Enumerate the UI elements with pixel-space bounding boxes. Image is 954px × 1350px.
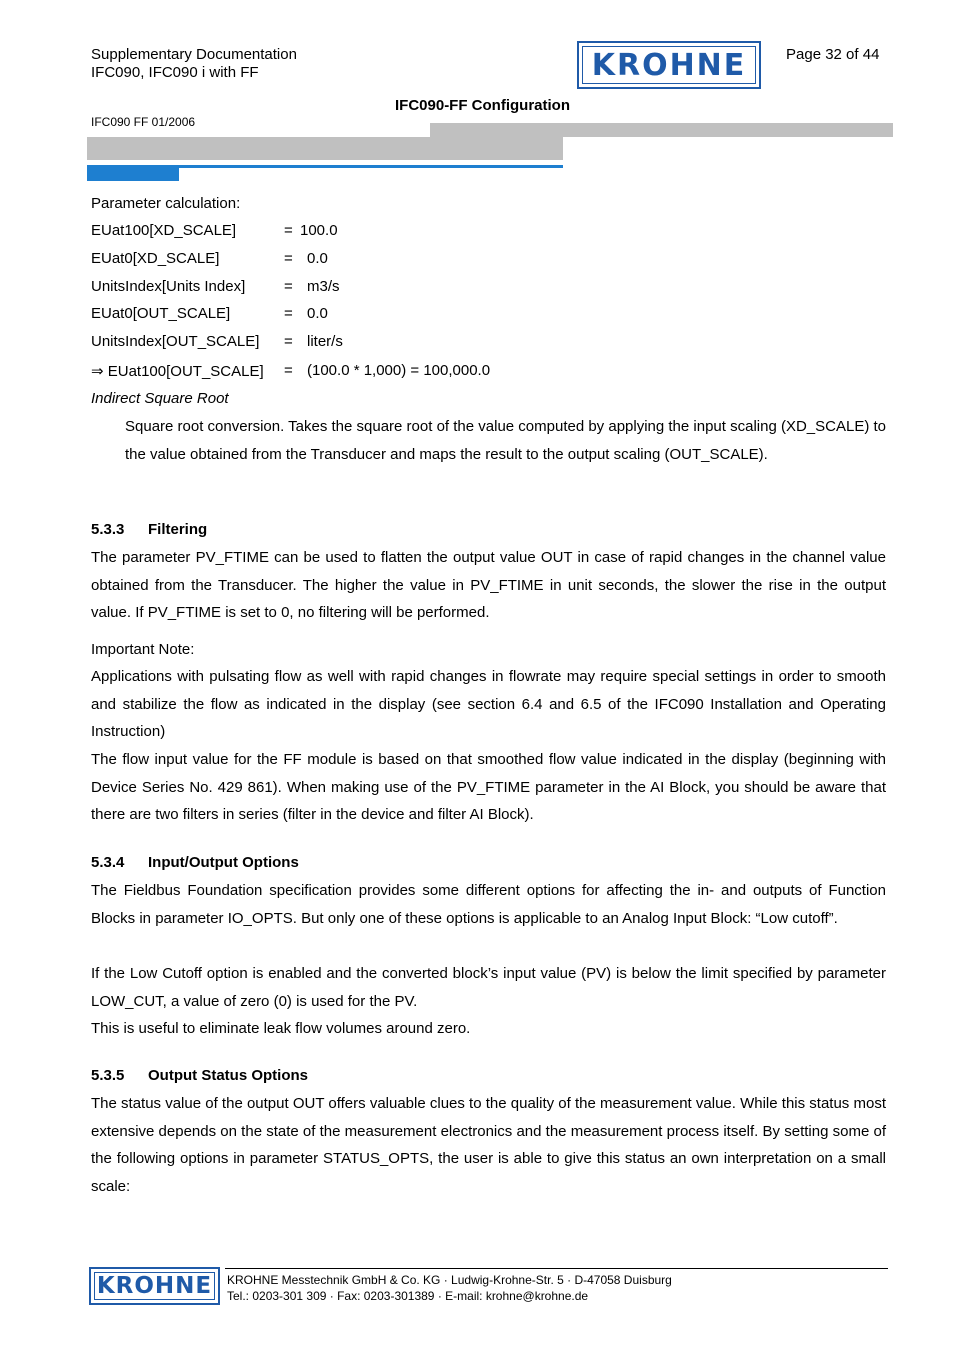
param-eq: = [284, 222, 293, 239]
heading-number: 5.3.3 [91, 521, 125, 538]
heading-number: 5.3.4 [91, 854, 125, 871]
param-value: liter/s [307, 333, 343, 350]
heading-title: Output Status Options [148, 1067, 308, 1084]
param-value: 0.0 [307, 250, 328, 267]
param-value: (100.0 * 1,000) = 100,000.0 [307, 362, 491, 379]
param-value: 0.0 [307, 305, 328, 322]
important-note-paragraph: Applications with pulsating flow as well with rapid changes in flowrate may require special settings in order to smooth and stabilize the flow as indicated in the display (see section 6.4 and 6.5 of the IFC090 Installation and Operating Instruction) [91, 668, 886, 741]
krohne-logo [577, 41, 761, 89]
heading-filtering [91, 521, 207, 538]
param-key: ⇒ EUat100[OUT_SCALE] [91, 363, 264, 380]
heading-title: Filtering [148, 521, 208, 538]
footer-address [227, 1272, 672, 1304]
section-title: IFC090-FF Configuration [395, 97, 570, 114]
param-eq: = [284, 305, 293, 322]
heading-output-status [91, 1067, 308, 1084]
header-band-right [430, 123, 893, 137]
param-key: EUat0[OUT_SCALE] [91, 305, 231, 322]
footer-logo-text: KROHNE [96, 1273, 213, 1299]
filtering-paragraph: The parameter PV_FTIME can be used to flatten the output value OUT in case of rapid changes in the channel value obtained from the Transducer. The higher the value in PV_FTIME in unit seconds, the slower the rise in the output value. If PV_FTIME is set to 0, no filtering will be performed. [91, 549, 886, 622]
indirect-text: Square root conversion. Takes the square root of the value computed by applying the input scaling (XD_SCALE) to the value obtained from the Transducer and maps the result to the output scaling (OUT_SCALE). [125, 418, 887, 463]
param-key: UnitsIndex[OUT_SCALE] [91, 333, 260, 350]
header-doc-line1: Supplementary Documentation [91, 46, 297, 63]
output-status-paragraph: The status value of the output OUT offers valuable clues to the quality of the measurement value. While this status most extensive depends on the state of the measurement electronics and the measurement process itself. By setting some of the following options in parameter STATUS_OPTS, the user is able to give this status an own interpretation on a small scale: [91, 1095, 886, 1195]
header-band-left [87, 137, 563, 160]
footer-line1: KROHNE Messtechnik GmbH & Co. KG · Ludwig-Krohne-Str. 5 · D-47058 Duisburg [227, 1273, 672, 1287]
param-intro: Parameter calculation: [91, 195, 241, 212]
indirect-title: Indirect Square Root [91, 390, 229, 407]
footer-krohne-logo [89, 1267, 220, 1305]
page-number: Page 32 of 44 [786, 46, 880, 63]
io-options-paragraph: The Fieldbus Foundation specification provides some different options for affecting the in- and outputs of Function Blocks in parameter IO_OPTS. But only one of these options is applicable to an Analog Input Block: “Low cutoff”. [91, 882, 886, 927]
param-eq: = [284, 362, 293, 379]
heading-number: 5.3.5 [91, 1067, 125, 1084]
header-doc-title [91, 46, 297, 82]
param-eq: = [284, 333, 293, 350]
heading-title: Input/Output Options [148, 854, 299, 871]
footer-line2: Tel.: 0203-301 309 · Fax: 0203-301389 · E-mail: krohne@krohne.de [227, 1289, 589, 1303]
leak-flow-paragraph: This is useful to eliminate leak flow volumes around zero. [91, 1020, 471, 1037]
header-doc-line2: IFC090, IFC090 i with FF [91, 64, 259, 81]
low-cutoff-paragraph: If the Low Cutoff option is enabled and the converted block’s input value (PV) is below the limit specified by parameter LOW_CUT, a value of zero (0) is used for the PV. [91, 965, 886, 1010]
param-key: EUat0[XD_SCALE] [91, 250, 220, 267]
param-eq: = [284, 250, 293, 267]
heading-io-options [91, 854, 299, 871]
param-key: UnitsIndex[Units Index] [91, 278, 246, 295]
flow-input-paragraph: The flow input value for the FF module is based on that smoothed flow value indicated in the display (beginning with Device Series No. 429 861). When making use of the PV_FTIME parameter in the AI Block, you should be aware that there are two filters in series (filter in the device and filter AI Block). [91, 751, 886, 824]
param-value: m3/s [307, 278, 340, 295]
logo-text: KROHNE [591, 47, 747, 83]
param-value: 100.0 [300, 222, 338, 239]
param-eq: = [284, 278, 293, 295]
param-key: EUat100[XD_SCALE] [91, 222, 237, 239]
header-blue-block [87, 168, 179, 181]
important-note-label: Important Note: [91, 641, 195, 658]
footer-rule [225, 1268, 888, 1269]
doc-code: IFC090 FF 01/2006 [91, 115, 196, 129]
